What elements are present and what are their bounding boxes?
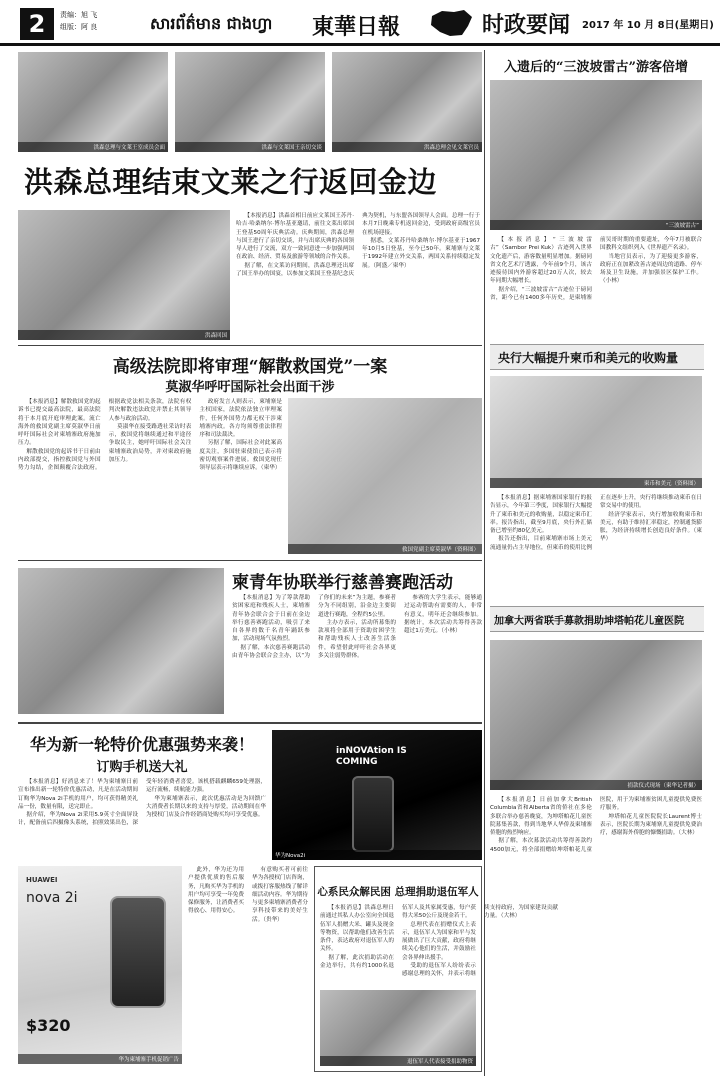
poster-phone <box>110 896 166 1008</box>
photo-caption: 洪森总理与文莱王室成员会面 <box>18 142 168 152</box>
run-article <box>232 594 482 714</box>
poster-model: nova 2i <box>26 890 78 906</box>
huawei-logo: HUAWEI <box>26 876 58 884</box>
tourism-headline: 入遗后的“三波坡雷古”游客倍增 <box>504 60 688 75</box>
bank-paragraph: 经济学家表示，央行增加收购柬币和美元，有助于维持汇率稳定，控制通货膨胀，为经济持续增长创造良好条件。（柬华） <box>600 511 702 543</box>
photo-caption: 捐款仪式现场（柬华记者摄） <box>490 780 702 790</box>
layout-credit: 组版：阿 良 <box>60 23 98 31</box>
bank-paragraph: 报告还指出，目前柬埔寨市场上美元流通量仍占主导地位，但柬币的使用比例正在逐步上升，央行将继续推动柬币在日常交易中的使用。 <box>490 495 702 551</box>
cambodia-map-icon <box>428 8 474 38</box>
veterans-photo <box>320 990 476 1066</box>
lead-photo-1 <box>18 52 168 152</box>
lead-arrival-photo <box>18 210 230 340</box>
canada-paragraph: 坤塔帕花儿童医院院长Laurent博士表示，医院长期为柬埔寨儿童提供免费治疗，感谢海外侨胞的慷慨捐助。（大林） <box>600 813 702 837</box>
photo-caption: 洪森与文莱国王亲切交谈 <box>175 142 325 152</box>
huawei-ad-phone <box>272 730 482 860</box>
photo-caption: 华为柬埔寨手机促销广告 <box>18 1054 182 1064</box>
phone-illustration <box>352 776 394 852</box>
bank-paragraph: 【本报消息】据柬埔寨国家银行的报告显示，今年第三季度，国家银行大幅提升了柬币和美元的收购量，以稳定柬币汇率。报告指出，截至9月底，央行外汇储备已增至约80亿美元。 <box>490 495 592 535</box>
tourism-paragraph: 当地官员表示，为了迎接更多游客，政府正在加紧改善古迹周边的道路、停车场及卫生设施，并加强景区保护工作。（小林） <box>600 253 702 285</box>
huawei-article-continued <box>188 866 308 1064</box>
tourism-photo <box>490 80 702 230</box>
veterans-paragraph: 受助的退伍军人纷纷表示感谢总理的关怀，并表示将继续支持政府，为国家建设贡献力量。（大林） <box>402 905 558 978</box>
tourism-paragraph: 【本报消息】“三波坡雷古”（Sambor Prei Kuk）古迹列入世界文化遗产后，游客数量明显增加。据磅同省文化艺术厅透露，今年前9个月，该古迹接待国内外游客超过20万人次，较去年同期大幅增长。 <box>490 237 592 285</box>
run-headline: 柬青年协联举行慈善赛跑活动 <box>232 573 453 593</box>
court-paragraph: 【本报消息】解散救国党的起诉书已提交最高法院，最高法院将于本月底开庭审理此案。流亡海外的救国党副主席莫淑华日前呼吁国际社会对柬埔寨政府施加压力。 <box>18 399 101 447</box>
photo-caption: 洪森回国 <box>18 330 230 340</box>
lead-headline: 洪森总理结束文莱之行返回金边 <box>24 165 438 199</box>
lead-article <box>236 212 480 340</box>
bank-article <box>490 494 702 598</box>
photo-caption: 柬币和美元（资料图） <box>490 478 702 488</box>
photo-caption: 退伍军人代表接受捐助物资 <box>320 1056 476 1066</box>
column-divider <box>484 50 485 1076</box>
court-subhead: 莫淑华呼吁国际社会出面干涉 <box>165 380 335 395</box>
veterans-paragraph: 总理代表在捐赠仪式上表示，退伍军人为国家和平与发展做出了巨大贡献，政府将继续关心他们的生活，并鼓励社会各界伸出援手。 <box>402 921 476 961</box>
run-paragraph: 参赛的大学生表示，能够通过运动帮助有需要的人，非常有意义，明年还会继续参加。据统计，本次活动共筹得善款超过1万美元。（小林） <box>404 595 482 635</box>
issue-date: 2017 年 10 月 8日(星期日) <box>582 20 714 31</box>
run-photo <box>18 568 224 714</box>
run-paragraph: 据了解，本次慈善赛跑活动由青年协会联合会主办，以“为了你们的未来”为主题，参赛者分为不同组别，沿金边主要街道进行赛跑，全程约5公里。 <box>232 595 396 660</box>
run-paragraph: 【本报消息】为了筹款帮助贫困家庭和残疾人士，柬埔寨青年协会联合会于日前在金边举行慈善赛跑活动，吸引了来自各界的数千名青年踊跃参加，活动现场气氛热烈。 <box>232 595 310 643</box>
section-divider <box>18 345 482 346</box>
photo-caption: 洪森总理会见文莱官员 <box>332 142 482 152</box>
bank-photo <box>490 376 702 488</box>
ad-tagline: inNOVAtion IS COMING <box>336 746 407 767</box>
veterans-paragraph: 据了解，此次捐助活动在金边举行，共有约1000名退伍军人及其家属受惠，每户获得大米50公斤及现金若干。 <box>320 905 476 970</box>
tourism-paragraph: 据介绍，“三波坡雷古”古迹位于磅同省，距今已有1400多年历史，是柬埔寨前吴哥时期的重要遗址，今年7月被联合国教科文组织列入《世界遗产名录》。 <box>490 237 702 302</box>
lead-paragraph: 【本报消息】洪森首相日前应文莱国王苏丹·哈吉·哈桑纳尔·博尔基亚邀请，前往文莱出席国王登基50周年庆典活动。庆典期间，洪森总理与国王进行了亲切交谈，并与出席庆典的各国领导人进行了交流，双方一致同意进一步加强两国在政治、经济、贸易及旅游等领域的合作关系。 <box>236 213 354 261</box>
huawei-paragraph: 华为柬埔寨表示，此次优惠活动是为回馈广大消费者长期以来的支持与厚爱，活动期间在华为授权门店及合作经销商处购买均可享受优惠。 <box>146 795 266 819</box>
huawei-paragraph: 有意购买者可前往华为各授权门店咨询，或拨打客服热线了解详细活动内容。华为期待与更多柬埔寨消费者分享科技带来的美好生活。（贵华） <box>252 867 308 923</box>
section-title: 时政要闻 <box>482 12 571 38</box>
run-paragraph: 主办方表示，活动所募集的款项将全部用于资助贫困学生和帮助残疾人士改善生活条件，希望借此呼吁社会各界更多关注弱势群体。 <box>318 619 396 660</box>
canada-headline: 加拿大两省联手募款捐助坤塔帕花儿童医院 <box>490 606 704 632</box>
court-headline: 高级法院即将审理“解散救国党”一案 <box>112 357 388 377</box>
court-photo <box>288 398 482 554</box>
page-number: 2 <box>20 8 54 40</box>
huawei-article <box>18 778 266 860</box>
editor-credit: 责编：旭 飞 <box>60 11 98 19</box>
court-paragraph: 解散救国党的起诉书于日前由内政部提交，指控救国党与外国势力勾结，企图颠覆合法政府。根据政党法相关条款，法院有权判决解散违法政党并禁止其领导人参与政治活动。 <box>18 399 192 472</box>
court-paragraph: 政府发言人则表示，柬埔寨是主权国家，法院依法独立审理案件，任何外国势力都无权干涉柬埔寨内政。各方均须尊重法律程序和司法裁决。 <box>199 399 282 439</box>
canada-paragraph: 据了解，本次募款活动共筹得善款约4500加元，将全部捐赠给坤塔帕花儿童医院，用于为柬埔寨贫困儿童提供免费医疗服务。 <box>490 797 702 853</box>
veterans-paragraph: 【本报消息】洪森总理日前通过其私人办公室向全国退伍军人捐赠大米、罐头及现金等物资，以帮助他们改善生活条件，表达政府对退伍军人的关怀。 <box>320 905 394 953</box>
section-divider <box>18 560 482 561</box>
photo-caption: 救国党副主席莫淑华（资料图） <box>288 544 482 554</box>
lead-photo-3 <box>332 52 482 152</box>
veterans-headline: 心系民众解民困 总理捐助退伍军人 <box>317 886 479 898</box>
huawei-paragraph: 此外，华为还为用户提供优质的售后服务，凡购买华为手机的用户均可享受一年免费保修服务，让消费者买得放心、用得安心。 <box>188 867 244 915</box>
huawei-paragraph: 【本报消息】好消息来了！华为柬埔寨日前宣布推出新一轮特价优惠活动，凡是在活动期间订购华为Nova 2i手机的用户，均可获得精美礼品一份，数量有限，送完即止。 <box>18 779 138 810</box>
veterans-article <box>320 904 558 986</box>
lead-paragraph: 据了解，在文莱访问期间，洪森总理还出席了国王举办的国宴，以参加文莱国王登基纪念庆典为契机，与东盟各国领导人会面。总理一行于本月7日晚乘专机返回金边，受到政府高级官员在机场迎接。 <box>236 213 480 278</box>
huawei-paragraph: 据介绍，华为Nova 2i采用5.9英寸全面屏设计，配备前后四摄像头系统，拍照效果出色，深受年轻消费者喜爱。该机搭载麒麟659处理器，运行流畅，续航能力强。 <box>18 779 266 827</box>
tourism-article <box>490 236 702 336</box>
canada-photo <box>490 640 702 790</box>
paper-name-cn: 東華日報 <box>312 14 401 40</box>
lead-paragraph: 据悉，文莱苏丹哈桑纳尔·博尔基亚于1967年10月5日登基，至今已50年。柬埔寨与文莱于1992年建立外交关系，两国关系持续稳定发展。（阿盛／柬华） <box>362 237 480 269</box>
canada-paragraph: 【本报消息】日前加拿大British Columbia省和Alberta省的侨社在多伦多联合举办慈善晚宴，为坤塔帕花儿童医院募集善款，得到当地华人华侨及柬埔寨侨胞的热烈响应。 <box>490 797 592 837</box>
poster-price: $320 <box>26 1016 71 1035</box>
bank-headline: 央行大幅提升柬币和美元的收购量 <box>490 344 704 370</box>
masthead <box>0 0 720 46</box>
court-paragraph: 另据了解，国际社会对此案高度关注，多国驻柬使馆已表示将密切观察案件进展。救国党现任领导层表示将继续应诉。（柬华） <box>199 440 282 472</box>
court-paragraph: 莫淑华在接受路透社采访时表示，救国党将继续通过和平途径争取民主，她呼吁国际社会关注柬埔寨政治局势，并对柬政府施加压力。 <box>108 423 192 464</box>
photo-caption: 华为Nova2i <box>272 850 482 860</box>
huawei-poster <box>18 866 182 1064</box>
photo-caption: “三波坡雷古” <box>490 220 702 230</box>
huawei-subhead: 订购手机送大礼 <box>96 760 188 775</box>
paper-name-km: សារព័ត៌មាន ជាងហ្វា <box>150 14 273 33</box>
canada-article <box>490 796 702 906</box>
lead-photo-row <box>18 52 482 152</box>
section-divider <box>18 722 482 724</box>
court-article <box>18 398 282 554</box>
huawei-headline: 华为新一轮特价优惠强势来袭！ <box>29 735 254 754</box>
lead-photo-2 <box>175 52 325 152</box>
